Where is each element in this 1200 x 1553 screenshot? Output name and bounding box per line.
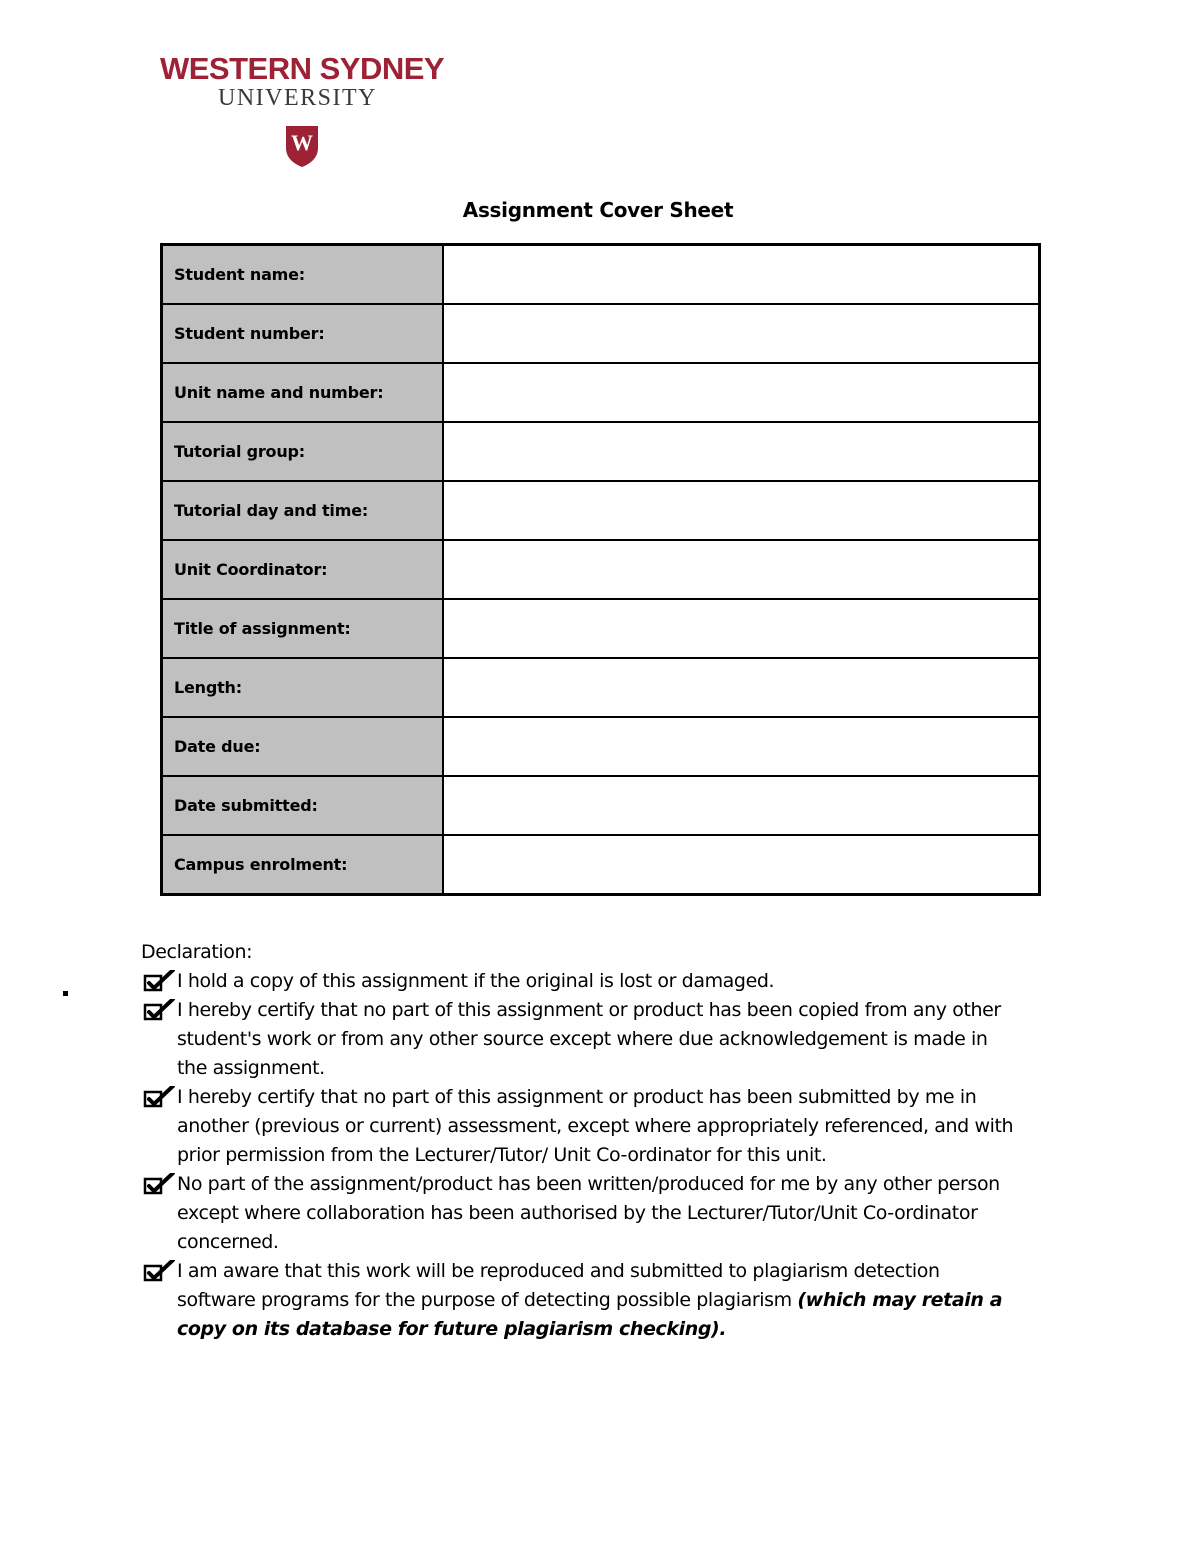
checkbox-checked-icon[interactable] — [143, 970, 175, 994]
table-row — [162, 422, 1040, 481]
table-row — [162, 776, 1040, 835]
field-value-tutorial-day-time[interactable] — [443, 481, 1040, 540]
checkbox-checked-icon[interactable] — [143, 1260, 175, 1284]
field-value-campus-enrolment[interactable] — [443, 835, 1040, 895]
field-label: Tutorial group: — [162, 422, 444, 481]
table-row — [162, 304, 1040, 363]
checkbox-checked-icon[interactable] — [143, 1173, 175, 1197]
field-value-date-due[interactable] — [443, 717, 1040, 776]
field-label: Student number: — [162, 304, 444, 363]
table-row — [162, 363, 1040, 422]
field-value-tutorial-group[interactable] — [443, 422, 1040, 481]
logo-wordmark-line1: WESTERN SYDNEY — [160, 51, 445, 86]
field-label: Title of assignment: — [162, 599, 444, 658]
field-label: Date due: — [162, 717, 444, 776]
declaration-section — [141, 938, 1021, 1344]
field-label: Student name: — [162, 245, 444, 305]
field-label: Unit Coordinator: — [162, 540, 444, 599]
field-label: Campus enrolment: — [162, 835, 444, 895]
declaration-emphasis: (which may retain a copy on its database for future plagiarism checking). — [177, 1289, 1003, 1340]
field-label: Tutorial day and time: — [162, 481, 444, 540]
table-row — [162, 245, 1040, 305]
table-row — [162, 658, 1040, 717]
shield-icon — [284, 124, 320, 168]
university-logo — [160, 52, 450, 172]
declaration-item — [141, 1257, 1021, 1344]
table-row — [162, 835, 1040, 895]
field-value-unit-coordinator[interactable] — [443, 540, 1040, 599]
margin-dot — [63, 991, 68, 996]
declaration-heading: Declaration: — [141, 941, 253, 963]
field-value-date-submitted[interactable] — [443, 776, 1040, 835]
declaration-item — [141, 1083, 1021, 1170]
field-value-student-number[interactable] — [443, 304, 1040, 363]
table-row — [162, 481, 1040, 540]
field-value-student-name[interactable] — [443, 245, 1040, 305]
table-row — [162, 717, 1040, 776]
page-title: Assignment Cover Sheet — [462, 198, 734, 222]
field-value-unit-name[interactable] — [443, 363, 1040, 422]
declaration-text: I hereby certify that no part of this assignment or product has been copied from any other student's work or from any other source except where due acknowledgement is made in the assignment. — [177, 999, 1001, 1079]
declaration-text: I hereby certify that no part of this assignment or product has been submitted by me in another (previous or current) assessment, except where appropriately referenced, and with prior permission from the Lecturer/Tutor/ Unit Co-ordinator for this unit. — [177, 1086, 1014, 1166]
field-label: Unit name and number: — [162, 363, 444, 422]
declaration-text: I am aware that this work will be reproduced and submitted to plagiarism detection software programs for the purpose of detecting possible plagiarism — [177, 1260, 940, 1311]
declaration-item — [141, 967, 1021, 996]
declaration-item — [141, 996, 1021, 1083]
checkbox-checked-icon[interactable] — [143, 999, 175, 1023]
field-label: Date submitted: — [162, 776, 444, 835]
declaration-text: No part of the assignment/product has been written/produced for me by any other person except where collaboration has been authorised by the Lecturer/Tutor/Unit Co-ordinator concerned. — [177, 1173, 1000, 1253]
logo-wordmark-line2: UNIVERSITY — [218, 85, 377, 111]
field-value-length[interactable] — [443, 658, 1040, 717]
cover-sheet-table — [160, 243, 1041, 896]
shield-letter: W — [291, 130, 313, 155]
declaration-text: I hold a copy of this assignment if the original is lost or damaged. — [177, 970, 775, 992]
field-value-assignment-title[interactable] — [443, 599, 1040, 658]
declaration-item — [141, 1170, 1021, 1257]
checkbox-checked-icon[interactable] — [143, 1086, 175, 1110]
table-row — [162, 599, 1040, 658]
table-row — [162, 540, 1040, 599]
field-label: Length: — [162, 658, 444, 717]
